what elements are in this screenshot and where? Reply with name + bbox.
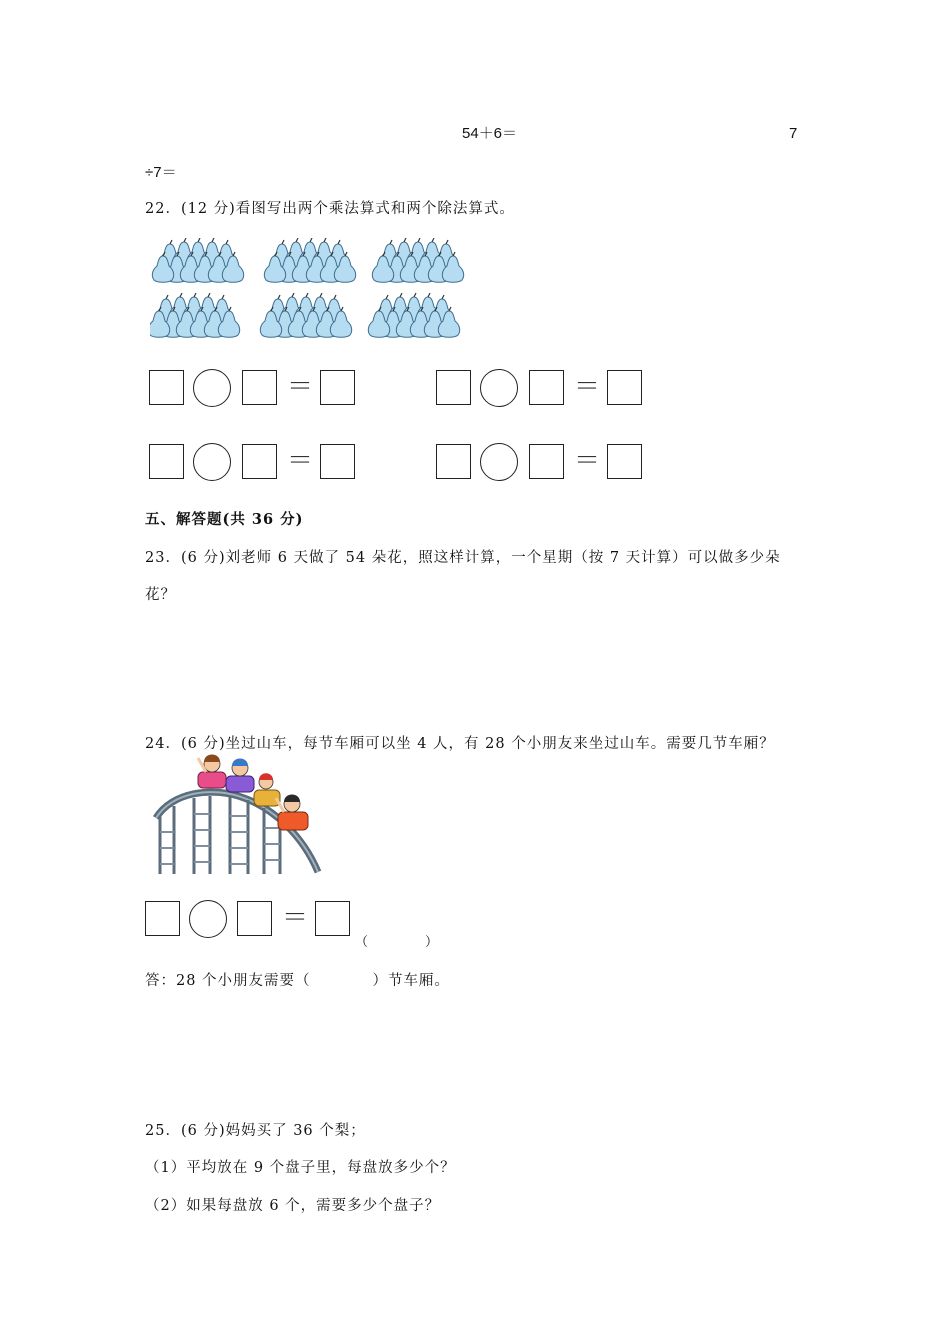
equals-sign: ＝ [574,446,601,476]
question-24-text: 24．(6 分)坐过山车，每节车厢可以坐 4 人，有 28 个小朋友来坐过山车。需要几节车厢？ [145,736,775,752]
answer-box[interactable] [320,370,355,405]
answer-box[interactable] [242,370,277,405]
answer-box[interactable] [149,444,184,479]
operator-circle[interactable] [193,443,231,481]
operator-circle[interactable] [480,369,518,407]
answer-box[interactable] [436,370,471,405]
question-22-text: 22．(12 分)看图写出两个乘法算式和两个除法算式。 [145,201,515,217]
pears-illustration [150,238,480,346]
answer-box[interactable] [315,901,350,936]
question-25-sub-2: （2）如果每盘放 6 个，需要多少个盘子？ [145,1198,441,1214]
roller-coaster-illustration [152,742,322,876]
answer-box[interactable] [529,444,564,479]
unit-blank[interactable]: （ ） [355,935,440,950]
answer-box[interactable] [320,444,355,479]
question-23-line-1: 23．(6 分)刘老师 6 天做了 54 朵花，照这样计算，一个星期（按 7 天计算）可以做多少朵 [145,550,781,566]
operator-circle[interactable] [189,900,227,938]
answer-box[interactable] [242,444,277,479]
answer-box[interactable] [607,444,642,479]
equals-sign: ＝ [287,372,314,402]
operator-circle[interactable] [193,369,231,407]
answer-box[interactable] [149,370,184,405]
equals-sign: ＝ [282,903,309,933]
answer-box[interactable] [145,901,180,936]
section-5-title: 五、解答题(共 36 分) [145,511,304,528]
answer-box[interactable] [607,370,642,405]
answer-box[interactable] [529,370,564,405]
expression-divide-7: ÷7＝ [145,164,177,181]
expression-54-plus-6: 54＋6＝ [462,125,518,142]
question-25-text: 25．(6 分)妈妈买了 36 个梨； [145,1123,366,1139]
question-23-line-2: 花？ [145,587,176,603]
expression-seven-fragment: 7 [789,125,798,142]
answer-box[interactable] [237,901,272,936]
equals-sign: ＝ [287,446,314,476]
question-25-sub-1: （1）平均放在 9 个盘子里，每盘放多少个？ [145,1160,456,1176]
question-24-answer: 答：28 个小朋友需要（ ）节车厢。 [145,973,451,989]
answer-box[interactable] [436,444,471,479]
equals-sign: ＝ [574,372,601,402]
operator-circle[interactable] [480,443,518,481]
